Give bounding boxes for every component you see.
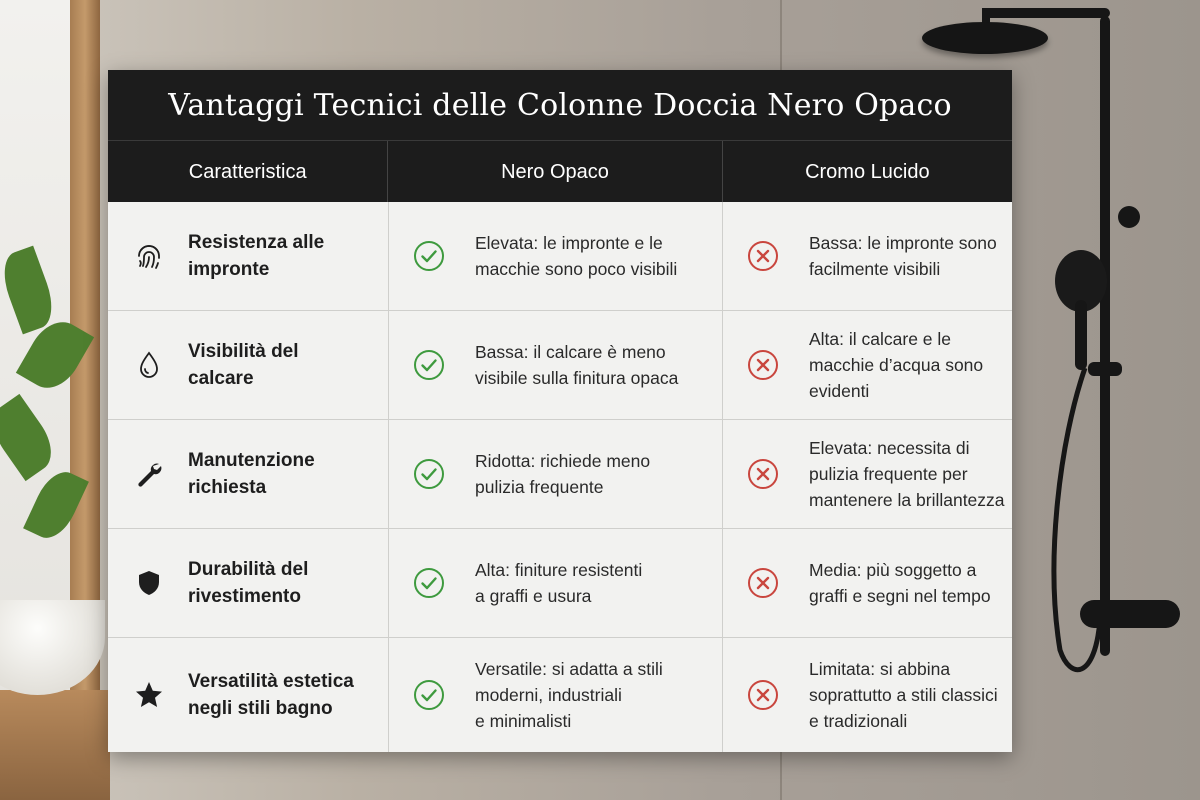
wall-bracket	[1118, 206, 1140, 228]
nero-opaco-text: Versatile: si adatta a stili moderni, industriali e minimalisti	[475, 659, 663, 731]
nero-opaco-cell	[388, 202, 722, 310]
comparison-table	[108, 70, 1012, 752]
cromo-lucido-cell	[722, 202, 1012, 310]
header-row	[108, 140, 1012, 203]
check-icon	[413, 240, 475, 272]
shield-icon	[134, 568, 164, 598]
cromo-lucido-text: Bassa: le impronte sono facilmente visibili	[809, 233, 997, 279]
counter	[0, 690, 110, 800]
feature-cell	[108, 311, 388, 419]
nero-opaco-text: Elevata: le impronte e le macchie sono poco visibili	[475, 233, 678, 279]
table-row	[108, 202, 1012, 311]
header-caratteristica: Caratteristica	[188, 160, 307, 183]
feature-label: Resistenza alle impronte	[188, 232, 325, 280]
header-nero-opaco: Nero Opaco	[387, 141, 721, 203]
feature-label: Versatilità estetica negli stili bagno	[188, 671, 354, 719]
cromo-lucido-cell	[722, 529, 1012, 637]
table-row	[108, 420, 1012, 529]
nero-opaco-text: Alta: finiture resistenti a graffi e usura	[475, 560, 643, 606]
feature-cell	[108, 420, 388, 528]
cromo-lucido-text: Media: più soggetto a graffi e segni nel tempo	[809, 560, 991, 606]
nero-opaco-text: Ridotta: richiede meno pulizia frequente	[475, 451, 651, 497]
shower-arm	[985, 8, 1110, 18]
feature-label: Durabilità del rivestimento	[188, 559, 309, 607]
table-row	[108, 311, 1012, 420]
rain-shower-head	[922, 22, 1048, 54]
nero-opaco-text: Bassa: il calcare è meno visibile sulla finitura opaca	[475, 342, 679, 388]
cross-icon	[747, 240, 809, 272]
star-icon	[134, 680, 164, 710]
cross-icon	[747, 458, 809, 490]
cromo-lucido-text: Elevata: necessita di pulizia frequente per mantenere la brillantezza	[809, 438, 1005, 510]
water-drop-icon	[134, 350, 164, 380]
nero-opaco-cell	[388, 420, 722, 528]
table-body	[108, 202, 1012, 752]
feature-label: Manutenzione richiesta	[188, 450, 315, 498]
cromo-lucido-cell	[722, 638, 1012, 752]
cromo-lucido-text: Limitata: si abbina soprattutto a stili classici e tradizionali	[809, 659, 998, 731]
nero-opaco-cell	[388, 529, 722, 637]
nero-opaco-cell	[388, 638, 722, 752]
check-icon	[413, 458, 475, 490]
cromo-lucido-cell	[722, 311, 1012, 419]
nero-opaco-cell	[388, 311, 722, 419]
cross-icon	[747, 679, 809, 711]
cross-icon	[747, 349, 809, 381]
check-icon	[413, 679, 475, 711]
cromo-lucido-cell	[722, 420, 1012, 528]
shower-hose	[1040, 360, 1120, 690]
wrench-icon	[134, 459, 164, 489]
cromo-lucido-text: Alta: il calcare e le macchie d’acqua sono evidenti	[809, 329, 984, 401]
fingerprint-icon	[134, 241, 164, 271]
feature-cell	[108, 638, 388, 752]
check-icon	[413, 567, 475, 599]
cross-icon	[747, 567, 809, 599]
table-row	[108, 638, 1012, 752]
table-title: Vantaggi Tecnici delle Colonne Doccia Nero Opaco	[108, 70, 1012, 140]
table-row	[108, 529, 1012, 638]
feature-cell	[108, 529, 388, 637]
feature-cell	[108, 202, 388, 310]
header-cromo-lucido: Cromo Lucido	[722, 141, 1012, 203]
feature-label: Visibilità del calcare	[188, 341, 299, 389]
check-icon	[413, 349, 475, 381]
